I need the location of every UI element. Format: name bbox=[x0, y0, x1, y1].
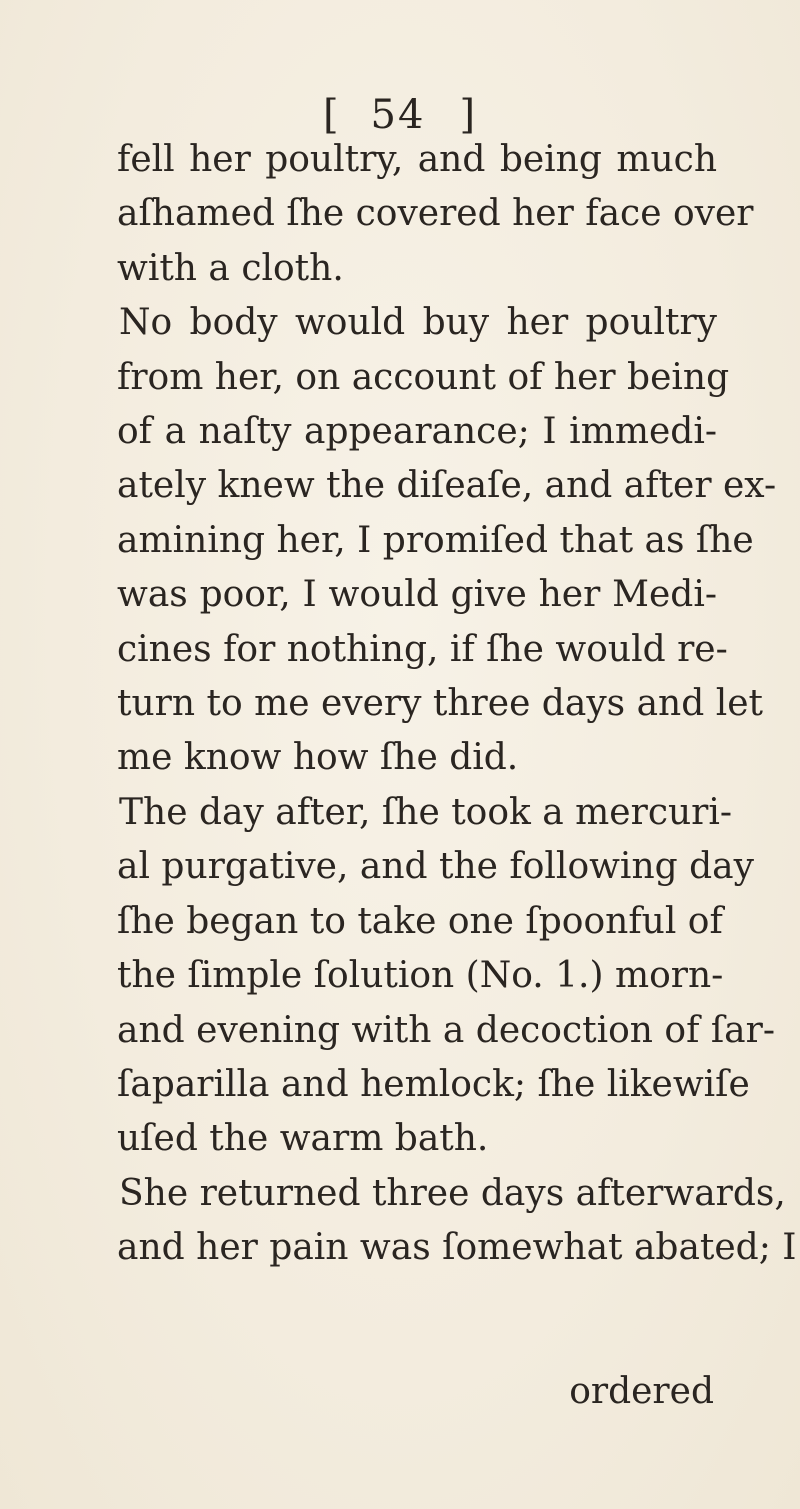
text-line: was poor, I would give her Medi- bbox=[117, 574, 717, 616]
text-line: turn to me every three days and let bbox=[117, 683, 763, 725]
text-line: The day after, ſhe took a mercuri- bbox=[119, 791, 733, 833]
text-line: cines for nothing, if ſhe would re- bbox=[117, 628, 728, 670]
text-line: amining her, I promiſed that as ſhe bbox=[117, 519, 754, 561]
paragraph-2 bbox=[117, 296, 777, 786]
paragraph-1 bbox=[117, 133, 754, 296]
header-close-bracket: ] bbox=[459, 92, 478, 138]
body-text bbox=[117, 133, 797, 1276]
text-line: fell her poultry, and being much bbox=[117, 139, 717, 180]
text-line: aſhamed ſhe covered her face over bbox=[117, 193, 754, 235]
text-line: No body would buy her poultry bbox=[119, 302, 717, 344]
text-line: and her pain was ſomewhat abated; I bbox=[117, 1227, 797, 1269]
text-line: with a cloth. bbox=[117, 247, 344, 289]
paragraph-3 bbox=[117, 786, 776, 1167]
text-line: ſhe began to take one ſpoonful of bbox=[117, 900, 723, 942]
text-line: the ſimple ſolution (No. 1.) morn- bbox=[117, 955, 724, 997]
text-line: and evening with a decoction of ſar- bbox=[117, 1009, 776, 1051]
text-line: ately knew the diſeaſe, and after ex- bbox=[117, 465, 777, 507]
text-line: from her, on account of her being bbox=[117, 356, 730, 398]
text-line: al purgative, and the following day bbox=[117, 846, 754, 888]
paragraph-4 bbox=[117, 1167, 797, 1276]
text-line: She returned three days afterwards, bbox=[119, 1172, 786, 1214]
text-line: of a naſty appearance; I immedi- bbox=[117, 411, 717, 453]
page-number: 54 bbox=[370, 92, 426, 138]
text-line: uſed the warm bath. bbox=[117, 1118, 489, 1160]
page-header bbox=[0, 92, 800, 138]
catchword bbox=[0, 1371, 795, 1412]
text-line: ſaparilla and hemlock; ſhe likewiſe bbox=[117, 1063, 750, 1105]
header-open-bracket: [ bbox=[322, 92, 341, 138]
text-line: me know how ſhe did. bbox=[117, 737, 519, 779]
catchword-text: ordered bbox=[569, 1371, 714, 1412]
